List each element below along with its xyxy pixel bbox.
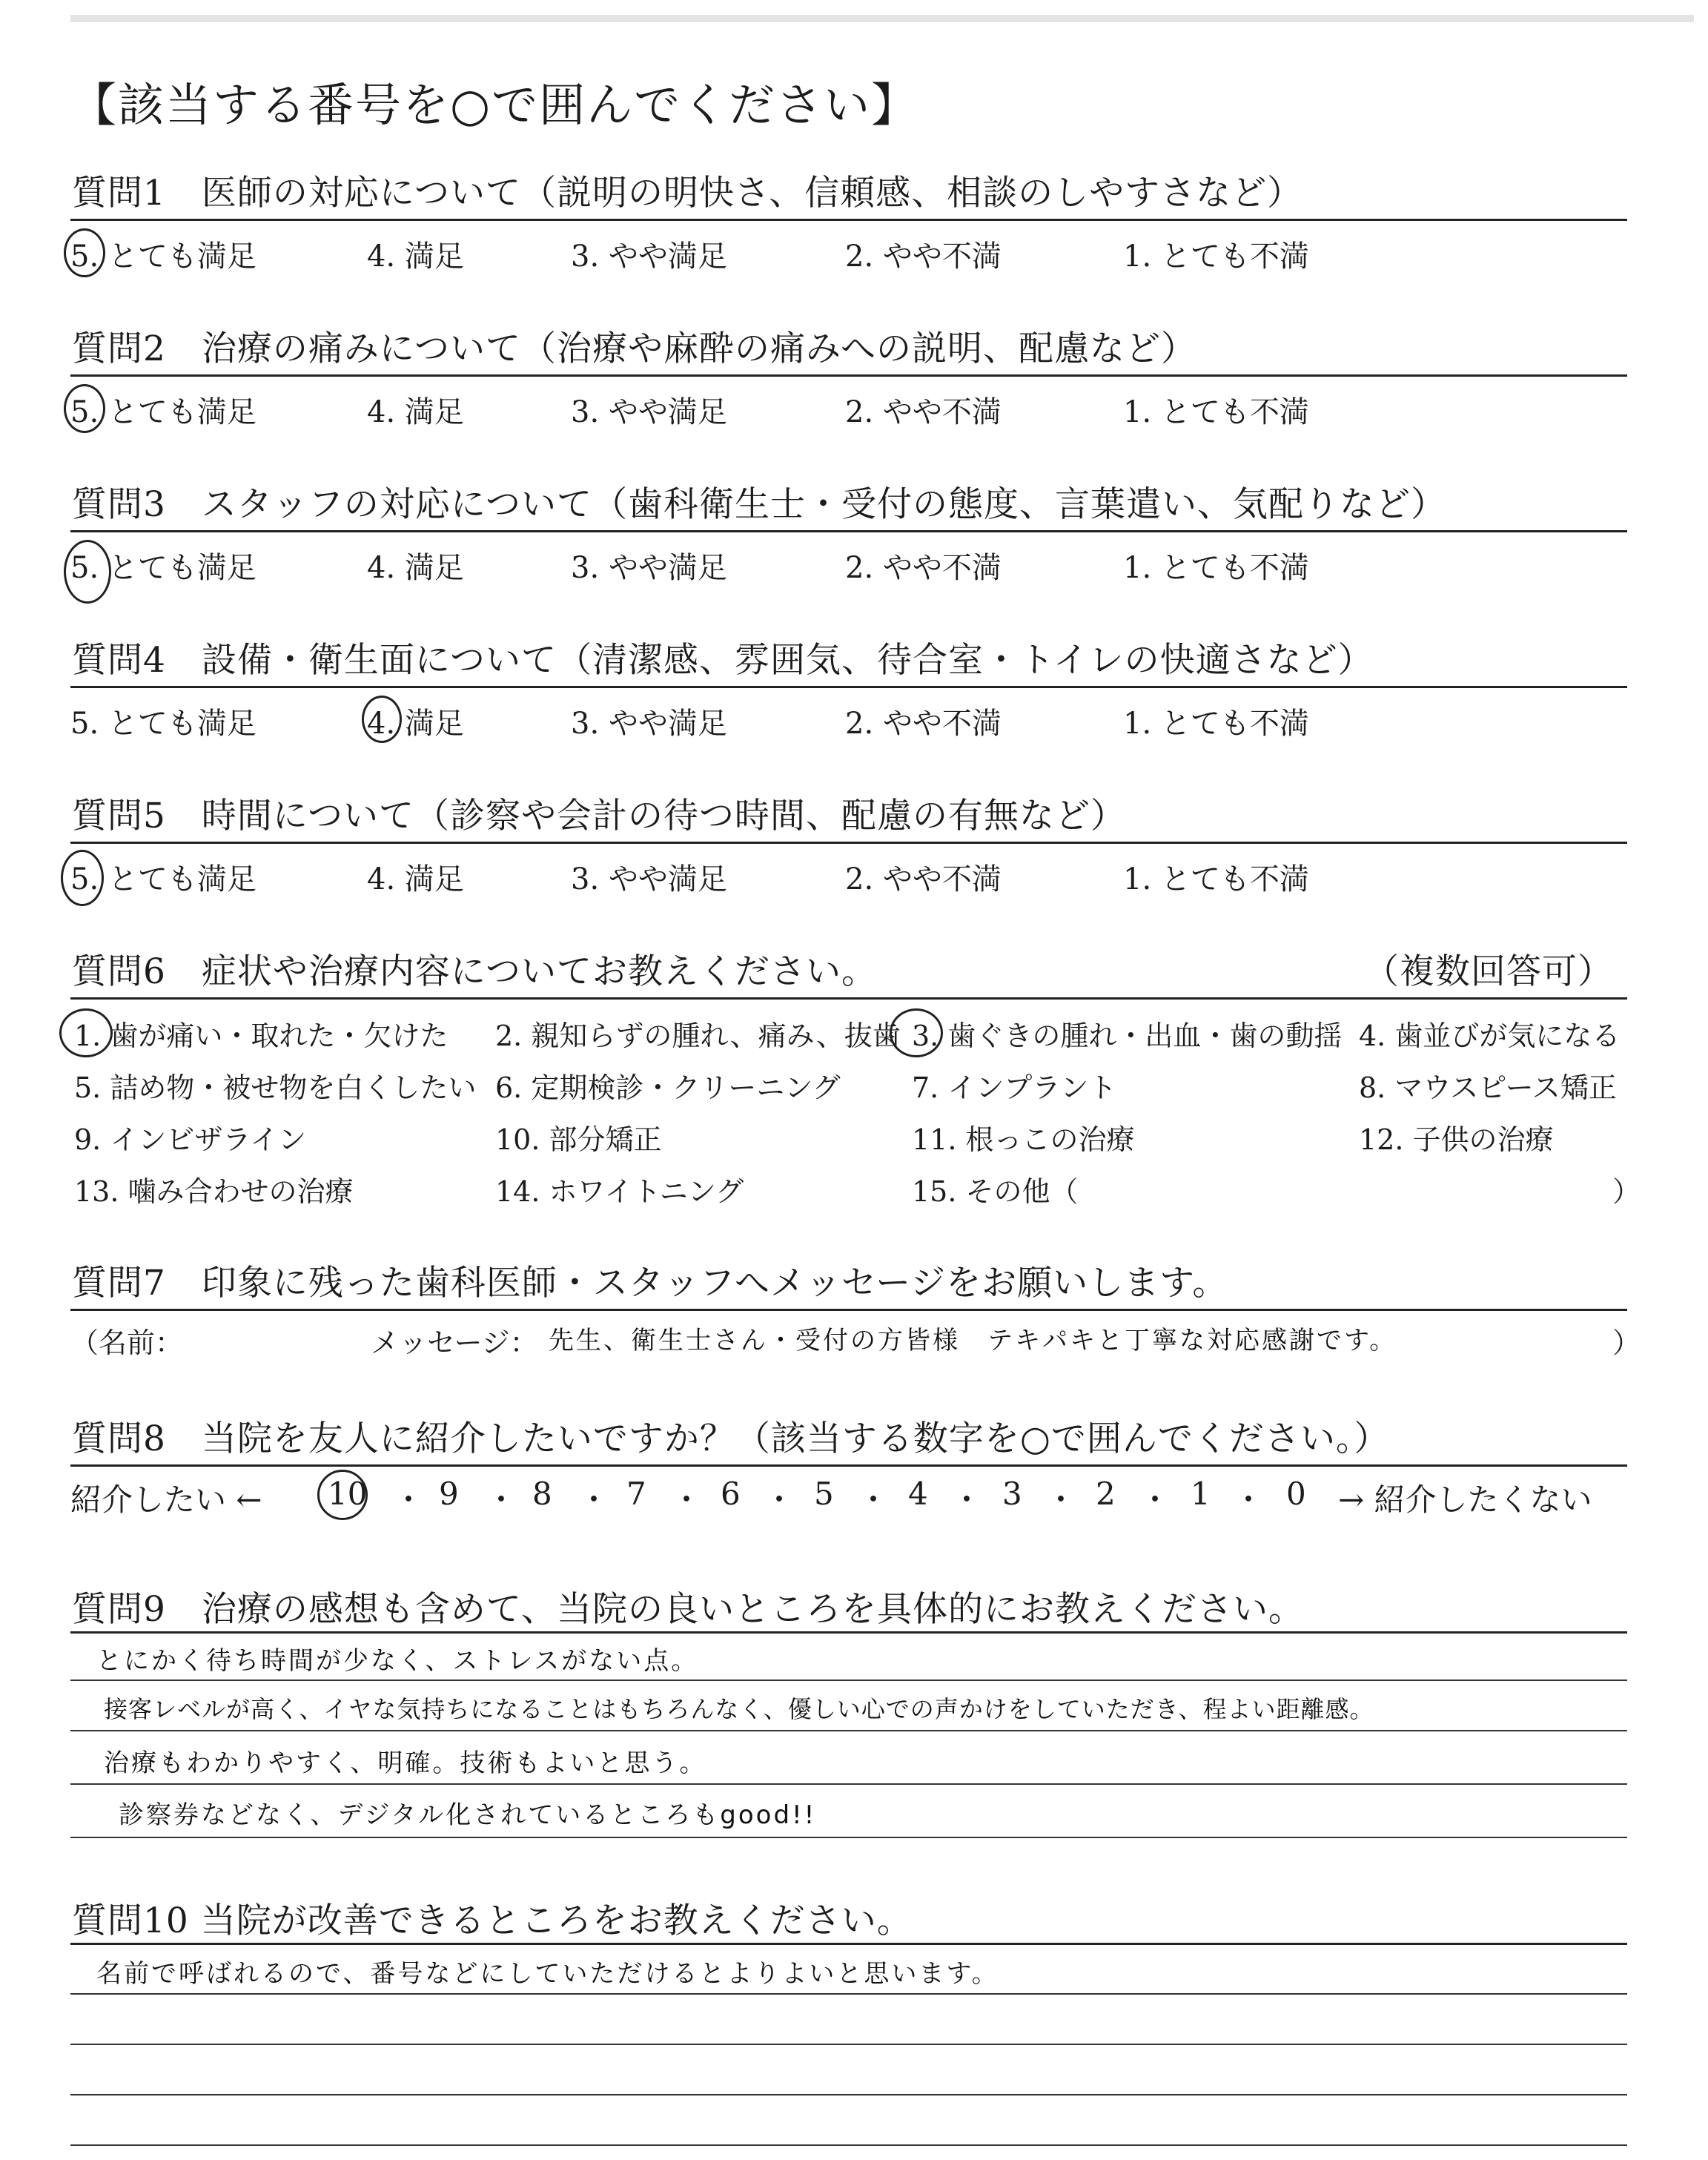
q6-item-6[interactable]: 6. 定期検診・クリーニング: [495, 1071, 841, 1104]
q6-item-14[interactable]: 14. ホワイトニング: [495, 1175, 744, 1208]
q6-item-7[interactable]: 7. インプラント: [912, 1071, 1117, 1104]
q2-option-4[interactable]: 4. 満足: [367, 395, 464, 429]
q8-scale-7[interactable]: 7: [626, 1476, 646, 1512]
q5-option-3[interactable]: 3. やや満足: [571, 862, 727, 896]
question-1-label: 質問1 医師の対応について（説明の明快さ、信頼感、相談のしやすさなど）: [72, 173, 1303, 214]
q6-item-2[interactable]: 2. 親知らずの腫れ、痛み、抜歯: [495, 1020, 901, 1052]
q8-scale-2[interactable]: 2: [1096, 1476, 1116, 1512]
q8-dot: ・: [671, 1482, 703, 1518]
question-5-rule: [70, 842, 1627, 844]
q6-item-1-circle: [59, 1008, 113, 1057]
q8-scale-5[interactable]: 5: [814, 1476, 834, 1512]
q5-option-1[interactable]: 1. とても不満: [1123, 862, 1309, 896]
q6-item-8[interactable]: 8. マウスピース矯正: [1359, 1071, 1617, 1104]
q8-scale-1[interactable]: 1: [1191, 1476, 1211, 1512]
q8-scale-10[interactable]: 10: [328, 1476, 368, 1512]
q8-dot: ・: [1233, 1482, 1265, 1518]
q1-option-2[interactable]: 2. やや不満: [845, 240, 1002, 274]
question-4-label: 質問4 設備・衛生面について（清潔感、雰囲気、待合室・トイレの快適さなど）: [72, 640, 1374, 681]
q1-selected-circle: [64, 228, 105, 277]
q5-option-5[interactable]: 5. とても満足: [70, 862, 256, 896]
q8-scale-9[interactable]: 9: [439, 1476, 459, 1512]
q8-scale-3[interactable]: 3: [1002, 1476, 1022, 1512]
q8-dot: ・: [764, 1482, 795, 1518]
q5-option-2[interactable]: 2. やや不満: [845, 862, 1002, 896]
q9-answer-line-4[interactable]: 診察券などなく、デジタル化されているところもgood!!: [119, 1800, 817, 1830]
q5-selected-circle: [61, 850, 104, 906]
question-1-rule: [70, 219, 1627, 221]
q4-selected-circle: [362, 696, 402, 743]
q9-writing-line: [70, 1837, 1627, 1838]
q6-item-12[interactable]: 12. 子供の治療: [1359, 1123, 1554, 1156]
q8-dot: ・: [578, 1482, 610, 1518]
question-9-label: 質問9 治療の感想も含めて、当院の良いところを具体的にお教えください。: [72, 1589, 1304, 1630]
q2-option-2[interactable]: 2. やや不満: [845, 395, 1002, 429]
q6-item-11[interactable]: 11. 根っこの治療: [912, 1123, 1135, 1156]
q1-option-3[interactable]: 3. やや満足: [571, 240, 727, 274]
q9-writing-line: [70, 1680, 1627, 1681]
q3-option-5[interactable]: 5. とても満足: [70, 551, 256, 585]
q6-item-15[interactable]: 15. その他（: [912, 1175, 1079, 1208]
q9-writing-line: [70, 1783, 1627, 1785]
question-6-label: 質問6 症状や治療内容についてお教えください。: [72, 951, 877, 992]
q8-right-label: → 紹介したくない: [1338, 1482, 1592, 1518]
q9-answer-line-3[interactable]: 治療もわかりやすく、明確。技術もよいと思う。: [104, 1748, 707, 1778]
question-3-label: 質問3 スタッフの対応について（歯科衛生士・受付の態度、言葉遣い、気配りなど）: [72, 484, 1446, 525]
q8-dot: ・: [951, 1482, 983, 1518]
q7-name-label: （名前：: [70, 1327, 184, 1359]
q6-item-4[interactable]: 4. 歯並びが気になる: [1359, 1020, 1621, 1052]
q6-item-3[interactable]: 3. 歯ぐきの腫れ・出血・歯の動揺: [912, 1020, 1343, 1052]
q6-item-3-circle: [890, 1008, 943, 1057]
question-5-label: 質問5 時間について（診察や会計の待つ時間、配慮の有無など）: [72, 796, 1126, 836]
q10-writing-line: [70, 1993, 1627, 1995]
q8-dot: ・: [858, 1482, 890, 1518]
q6-item-5[interactable]: 5. 詰め物・被せ物を白くしたい: [74, 1071, 477, 1104]
question-8-rule: [70, 1464, 1627, 1467]
q4-option-2[interactable]: 2. やや不満: [845, 707, 1002, 741]
q2-option-3[interactable]: 3. やや満足: [571, 395, 727, 429]
q3-option-3[interactable]: 3. やや満足: [571, 551, 727, 585]
q8-scale-0[interactable]: 0: [1286, 1476, 1306, 1512]
q8-scale-8[interactable]: 8: [532, 1476, 552, 1512]
question-8-label: 質問8 当院を友人に紹介したいですか？（該当する数字を○で囲んでください。）: [72, 1418, 1390, 1459]
q9-answer-line-2[interactable]: 接客レベルが高く、イヤな気持ちになることはもちろんなく、優しい心での声かけをしていただき、程よい距離感。: [104, 1695, 1374, 1723]
q4-option-1[interactable]: 1. とても不満: [1123, 707, 1309, 741]
question-2-label: 質問2 治療の痛みについて（治療や麻酔の痛みへの説明、配慮など）: [72, 328, 1197, 369]
q8-left-label: 紹介したい ←: [70, 1482, 262, 1518]
q10-answer-line-1[interactable]: 名前で呼ばれるので、番号などにしていただけるとよりよいと思います。: [96, 1959, 999, 1989]
q2-option-5[interactable]: 5. とても満足: [70, 395, 256, 429]
q4-option-3[interactable]: 3. やや満足: [571, 707, 727, 741]
q10-writing-line: [70, 2094, 1627, 2095]
q4-option-4[interactable]: 4. 満足: [367, 707, 464, 741]
question-9-rule: [70, 1631, 1627, 1634]
q10-writing-line: [70, 2144, 1627, 2146]
q3-selected-circle: [64, 540, 111, 604]
q3-option-4[interactable]: 4. 満足: [367, 551, 464, 585]
q7-message-label: メッセージ：: [371, 1327, 538, 1359]
q7-message-text[interactable]: 先生、衛生士さん・受付の方皆様 テキパキと丁寧な対応感謝です。: [549, 1326, 1397, 1355]
q1-option-1[interactable]: 1. とても不満: [1123, 240, 1309, 274]
question-3-rule: [70, 530, 1627, 532]
q8-dot: ・: [1139, 1482, 1171, 1518]
q8-selected-circle: [317, 1470, 368, 1520]
q4-option-5[interactable]: 5. とても満足: [70, 707, 256, 741]
q9-writing-line: [70, 1730, 1627, 1731]
q6-item-10[interactable]: 10. 部分矯正: [495, 1123, 662, 1156]
q2-option-1[interactable]: 1. とても不満: [1123, 395, 1309, 429]
question-7-rule: [70, 1309, 1627, 1311]
question-10-label: 質問10 当院が改善できるところをお教えください。: [72, 1900, 913, 1941]
q8-dot: ・: [393, 1482, 425, 1518]
question-6-rule: [70, 997, 1627, 1000]
question-6-note: （複数回答可）: [1364, 951, 1613, 992]
q6-item-9[interactable]: 9. インビザライン: [74, 1123, 307, 1156]
question-10-rule: [70, 1943, 1627, 1945]
q2-selected-circle: [64, 384, 105, 433]
question-2-rule: [70, 374, 1627, 377]
q6-other-close-paren: ）: [1612, 1175, 1641, 1208]
q5-option-4[interactable]: 4. 満足: [367, 862, 464, 896]
q10-writing-line: [70, 2044, 1627, 2045]
q7-close-paren: ）: [1612, 1327, 1641, 1359]
q8-dot: ・: [486, 1482, 517, 1518]
q8-scale-6[interactable]: 6: [721, 1476, 741, 1512]
q1-option-4[interactable]: 4. 満足: [367, 240, 464, 274]
q8-scale-4[interactable]: 4: [908, 1476, 928, 1512]
q9-answer-line-1[interactable]: とにかく待ち時間が少なく、ストレスがない点。: [96, 1646, 699, 1676]
top-border: [70, 15, 1694, 22]
question-7-label: 質問7 印象に残った歯科医師・スタッフへメッセージをお願いします。: [72, 1263, 1228, 1304]
question-4-rule: [70, 686, 1627, 688]
form-title: 【該当する番号を○で囲んでください】: [70, 78, 919, 132]
q6-item-13[interactable]: 13. 噛み合わせの治療: [74, 1175, 354, 1208]
q3-option-2[interactable]: 2. やや不満: [845, 551, 1002, 585]
q8-dot: ・: [1045, 1482, 1077, 1518]
q6-item-1[interactable]: 1. 歯が痛い・取れた・欠けた: [74, 1020, 448, 1052]
q1-option-5[interactable]: 5. とても満足: [70, 240, 256, 274]
q3-option-1[interactable]: 1. とても不満: [1123, 551, 1309, 585]
